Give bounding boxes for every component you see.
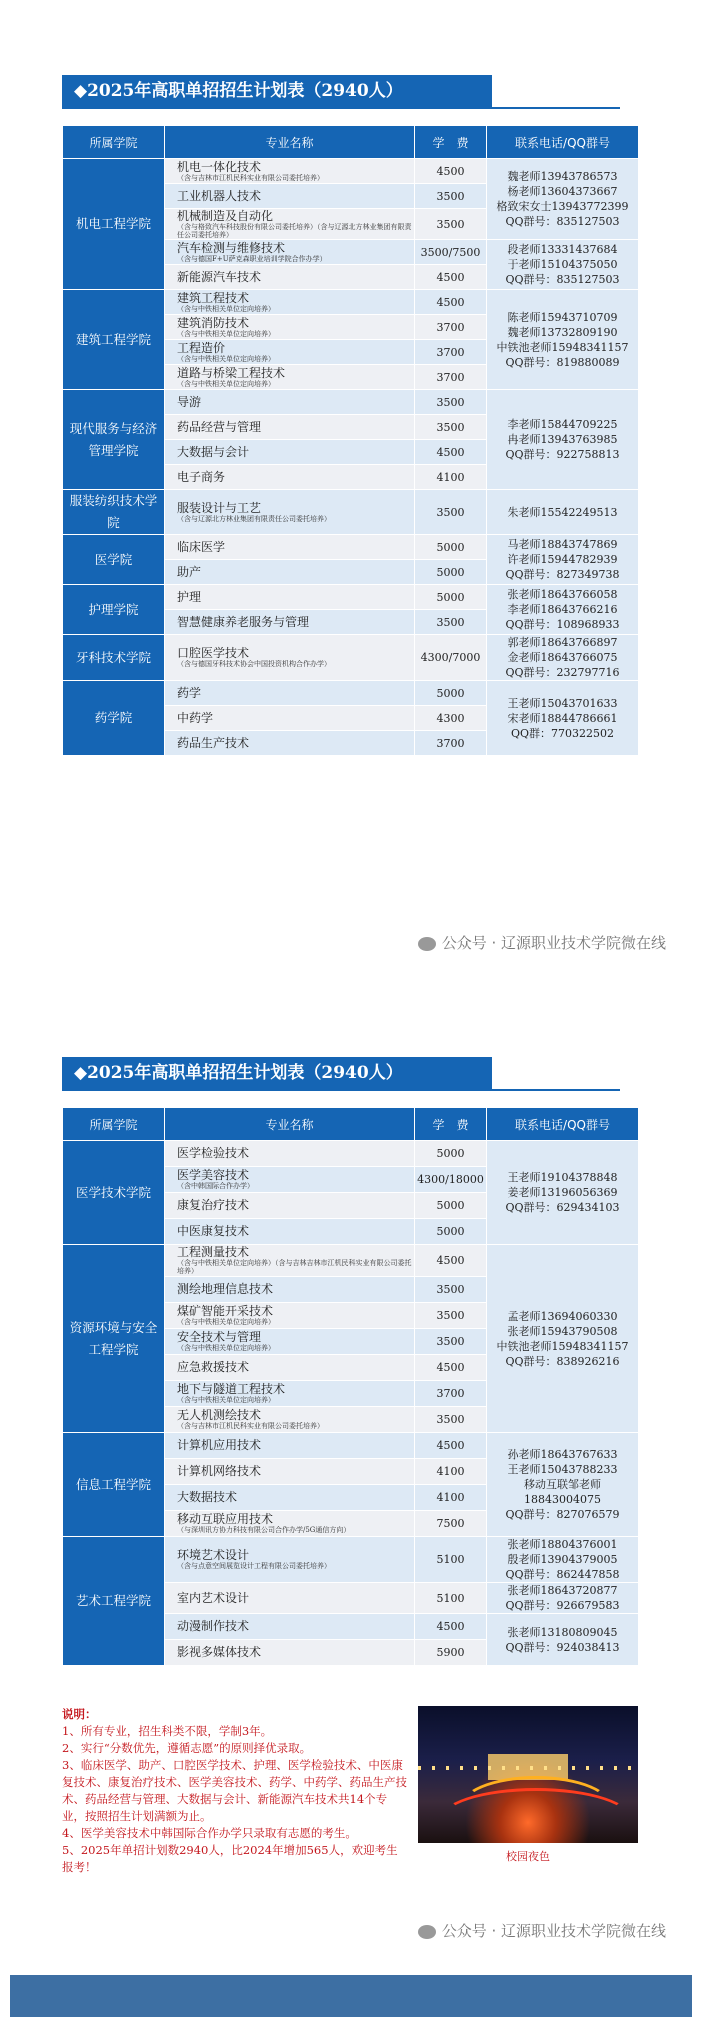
contact-line: 孙老师18643767633 (507, 1448, 618, 1461)
major-cell (165, 1640, 415, 1666)
fee-cell: 4100 (415, 1459, 487, 1485)
college-cell: 护理学院 (63, 585, 165, 635)
fee-cell: 5000 (415, 681, 487, 706)
major-cell (165, 184, 415, 209)
wechat-icon (418, 937, 436, 951)
major-name: 地下与隧道工程技术 (177, 1382, 286, 1396)
major-note: （与深圳讯方协力科技有限公司合作办学/5G通信方向） (177, 1526, 351, 1534)
contact-line: 魏老师13943786573 (507, 170, 618, 183)
college-cell: 艺术工程学院 (63, 1537, 165, 1666)
contact-line: QQ群号：835127503 (505, 273, 620, 286)
contact-cell (487, 635, 639, 681)
fee-cell: 3500 (415, 415, 487, 440)
fee-cell: 4500 (415, 440, 487, 465)
major-name: 测绘地理信息技术 (177, 1282, 274, 1296)
contact-line: QQ群号：924038413 (505, 1640, 620, 1654)
table-row (63, 1245, 639, 1277)
contact-line: 格致宋女士13943772399 (496, 200, 629, 213)
contact-line: QQ群号：922758813 (505, 448, 620, 461)
major-cell (165, 1141, 415, 1167)
contact-line: 宋老师18844786661 (507, 711, 618, 725)
major-name: 服装设计与工艺 (177, 500, 262, 515)
major-cell (165, 1219, 415, 1245)
fee-cell: 5100 (415, 1537, 487, 1583)
header-cell: 专业名称 (165, 126, 415, 159)
contact-line: QQ群号：926679583 (505, 1599, 620, 1612)
major-name: 汽车检测与维修技术 (177, 240, 286, 255)
contact-cell (487, 681, 639, 756)
contact-line: 张老师18643766058 (507, 588, 618, 601)
contact-cell (487, 490, 639, 535)
college-cell: 医学院 (63, 535, 165, 585)
major-name: 环境艺术设计 (177, 1548, 250, 1562)
major-cell (165, 159, 415, 184)
contact-cell (487, 1245, 639, 1433)
contact-cell (487, 1614, 639, 1666)
title-underline (62, 107, 620, 109)
major-note: （含与辽源北方林业集团有限责任公司委托培养） (177, 514, 331, 523)
major-name: 建筑消防技术 (177, 315, 250, 330)
fee-cell: 7500 (415, 1511, 487, 1537)
fee-cell: 5000 (415, 560, 487, 585)
contact-line: QQ群号：862447858 (505, 1568, 620, 1581)
major-name: 室内艺术设计 (177, 1590, 250, 1605)
contact-line: 杨老师13604373667 (507, 185, 618, 198)
major-note: （含与中铁相关单位定向培养） (177, 1344, 275, 1352)
major-cell (165, 1193, 415, 1219)
contact-line: QQ群号：108968933 (505, 618, 620, 631)
contact-line: 李老师18643766216 (507, 603, 618, 616)
fee-cell: 3700 (415, 340, 487, 365)
major-note: （含与吉林市江机民科实业有限公司委托培养） (177, 173, 324, 182)
table-row (63, 585, 639, 610)
fee-cell: 5000 (415, 535, 487, 560)
contact-line: 陈老师15943710709 (507, 310, 618, 324)
contact-line: 朱老师15542249513 (507, 505, 618, 519)
major-cell (165, 265, 415, 290)
fee-cell: 3500 (415, 209, 487, 240)
contact-line: QQ群号：827349738 (505, 568, 620, 581)
major-name: 影视多媒体技术 (177, 1645, 262, 1659)
major-cell (165, 610, 415, 635)
fee-cell: 3500 (415, 390, 487, 415)
major-name: 中药学 (177, 710, 214, 725)
header-cell: 学 费 (415, 126, 487, 159)
contact-line: 李老师15844709225 (507, 418, 618, 431)
major-name: 医学美容技术 (177, 1168, 250, 1182)
major-name: 大数据技术 (177, 1490, 238, 1504)
contact-line: QQ群号：819880089 (505, 355, 620, 369)
table-row (63, 681, 639, 706)
college-cell: 建筑工程学院 (63, 290, 165, 390)
plan-title-2: ◆2025年高职单招招生计划表（2940人） (62, 1057, 492, 1089)
fee-cell: 4100 (415, 465, 487, 490)
fee-cell: 4500 (415, 1245, 487, 1277)
header-cell: 联系电话/QQ群号 (487, 126, 639, 159)
major-name: 康复治疗技术 (177, 1198, 250, 1212)
fee-cell: 4500 (415, 159, 487, 184)
major-note: （含中韩国际合作办学） (177, 1182, 254, 1190)
major-cell (165, 731, 415, 756)
major-cell (165, 1485, 415, 1511)
note-item: 1、所有专业，招生科类不限，学制3年。 (62, 1724, 273, 1738)
contact-line: 张老师18804376001 (507, 1538, 618, 1551)
fee-cell: 3700 (415, 731, 487, 756)
major-cell (165, 340, 415, 365)
contact-line: 郭老师18643766897 (507, 636, 618, 649)
major-note: （含与吉林市江机民科实业有限公司委托培养） (177, 1422, 324, 1430)
major-name: 医学检验技术 (177, 1146, 250, 1160)
major-name: 大数据与会计 (177, 444, 250, 459)
contact-cell (487, 240, 639, 290)
header-cell: 所属学院 (63, 126, 165, 159)
header-cell: 学 费 (415, 1108, 487, 1141)
major-name: 移动互联应用技术 (177, 1512, 274, 1526)
contact-cell (487, 1537, 639, 1583)
contact-cell (487, 1583, 639, 1614)
major-cell (165, 1245, 415, 1277)
major-cell (165, 365, 415, 390)
college-cell: 资源环境与安全工程学院 (63, 1245, 165, 1433)
college-cell: 服装纺织技术学院 (63, 490, 165, 535)
major-name: 计算机应用技术 (177, 1438, 262, 1452)
major-name: 药品经营与管理 (177, 419, 262, 434)
contact-line: 王老师19104378848 (507, 1171, 618, 1184)
major-name: 导游 (177, 394, 202, 409)
fee-cell: 4500 (415, 1433, 487, 1459)
contact-cell (487, 390, 639, 490)
major-note: （含与中铁相关单位定向培养）（含与吉林吉林市江机民科实业有限公司委托培养） (177, 1259, 412, 1275)
fee-cell: 3500 (415, 1277, 487, 1303)
notes-heading: 说明： (62, 1707, 97, 1721)
fee-cell: 5000 (415, 1219, 487, 1245)
fee-cell: 4300/18000 (415, 1167, 487, 1193)
fee-cell: 5000 (415, 585, 487, 610)
contact-line: 孟老师13694060330 (507, 1309, 618, 1323)
major-cell (165, 490, 415, 535)
college-cell: 牙科技术学院 (63, 635, 165, 681)
major-name: 新能源汽车技术 (177, 269, 262, 284)
fee-cell: 4500 (415, 1614, 487, 1640)
contact-line: 殷老师13904379005 (507, 1553, 618, 1566)
major-cell (165, 1511, 415, 1537)
major-name: 工业机器人技术 (177, 188, 262, 203)
title-underline-2 (62, 1089, 620, 1091)
major-note: （含与中铁相关单位定向培养） (177, 329, 275, 338)
campus-night-photo (418, 1706, 638, 1843)
major-cell (165, 390, 415, 415)
contact-line: 张老师18643720877 (507, 1584, 618, 1597)
major-name: 药品生产技术 (177, 735, 250, 750)
major-name: 助产 (177, 564, 202, 579)
college-cell: 药学院 (63, 681, 165, 756)
fee-cell: 3700 (415, 365, 487, 390)
header-cell: 联系电话/QQ群号 (487, 1108, 639, 1141)
contact-cell (487, 1433, 639, 1537)
contact-line: QQ群号：629434103 (505, 1201, 620, 1214)
major-name: 护理 (177, 589, 202, 604)
fee-cell: 3700 (415, 1381, 487, 1407)
fee-cell: 5100 (415, 1583, 487, 1614)
major-name: 机电一体化技术 (177, 159, 262, 174)
major-cell (165, 440, 415, 465)
major-cell (165, 465, 415, 490)
major-cell (165, 1167, 415, 1193)
fee-cell: 4300 (415, 706, 487, 731)
contact-line: 王老师15043701633 (507, 696, 618, 710)
contact-line: QQ群号：827076579 (505, 1508, 620, 1521)
major-name: 机械制造及自动化 (177, 208, 274, 223)
plan-title: ◆2025年高职单招招生计划表（2940人） (62, 75, 492, 107)
major-cell (165, 1381, 415, 1407)
contact-cell (487, 290, 639, 390)
major-name: 道路与桥梁工程技术 (177, 365, 286, 380)
college-cell: 医学技术学院 (63, 1141, 165, 1245)
fee-cell: 4500 (415, 1355, 487, 1381)
fee-cell: 4100 (415, 1485, 487, 1511)
contact-line: QQ群号：232797716 (505, 666, 620, 679)
major-name: 口腔医学技术 (177, 646, 250, 660)
contact-line: 张老师15943790508 (507, 1324, 618, 1338)
plan-table-2 (62, 1107, 639, 1666)
major-cell (165, 535, 415, 560)
college-cell: 机电工程学院 (63, 159, 165, 290)
major-name: 安全技术与管理 (177, 1330, 262, 1344)
major-name: 电子商务 (177, 469, 226, 484)
fee-cell: 5900 (415, 1640, 487, 1666)
contact-cell (487, 535, 639, 585)
major-cell (165, 1355, 415, 1381)
major-cell (165, 315, 415, 340)
major-note: （含与格致汽车科技股份有限公司委托培养）（含与辽源北方林业集团有限责任公司委托培养） (177, 222, 412, 239)
major-name: 临床医学 (177, 539, 226, 554)
fee-cell: 3500 (415, 1303, 487, 1329)
contact-line: 张老师13180809045 (507, 1625, 618, 1639)
major-note: （含与中铁相关单位定向培养） (177, 304, 275, 313)
major-name: 工程造价 (177, 340, 226, 355)
footer-bar (10, 1975, 692, 2017)
watermark: 公众号 · 辽源职业技术学院微在线 (418, 932, 666, 953)
contact-line: 马老师18843747869 (507, 538, 618, 551)
major-cell (165, 585, 415, 610)
major-name: 工程测量技术 (177, 1245, 250, 1259)
contact-line: 移动互联邹老师18843004075 (524, 1478, 601, 1506)
major-cell (165, 1329, 415, 1355)
college-cell: 信息工程学院 (63, 1433, 165, 1537)
note-item: 5、2025年单招计划数2940人，比2024年增加565人，欢迎考生报考！ (62, 1843, 398, 1874)
fee-cell: 3500/7500 (415, 240, 487, 265)
table-row (63, 490, 639, 535)
major-cell (165, 1303, 415, 1329)
note-item: 4、医学美容技术中韩国际合作办学只录取有志愿的考生。 (62, 1826, 357, 1840)
fee-cell: 5000 (415, 1193, 487, 1219)
fee-cell: 4500 (415, 290, 487, 315)
contact-cell (487, 159, 639, 240)
fee-cell: 4500 (415, 265, 487, 290)
table-row (63, 535, 639, 560)
table-row (63, 1537, 639, 1583)
major-note: （含与中铁相关单位定向培养） (177, 379, 275, 388)
major-cell (165, 1433, 415, 1459)
major-note: （含与中铁相关单位定向培养） (177, 1318, 275, 1326)
major-cell (165, 209, 415, 240)
contact-line: QQ群号：838926216 (505, 1354, 620, 1368)
major-cell (165, 1614, 415, 1640)
table-row (63, 390, 639, 415)
major-cell (165, 1537, 415, 1583)
major-cell (165, 1277, 415, 1303)
table-row (63, 290, 639, 315)
table-row (63, 159, 639, 184)
contact-line: 段老师13331437684 (507, 243, 618, 256)
wechat-icon (418, 1925, 436, 1939)
contact-line: 冉老师13943763985 (507, 433, 618, 446)
header-cell: 所属学院 (63, 1108, 165, 1141)
fee-cell: 5000 (415, 1141, 487, 1167)
major-cell (165, 415, 415, 440)
major-name: 应急救援技术 (177, 1360, 250, 1374)
contact-line: 金老师18643766075 (507, 651, 618, 664)
major-name: 药学 (177, 685, 202, 700)
fee-cell: 3500 (415, 490, 487, 535)
major-cell (165, 635, 415, 681)
major-cell (165, 240, 415, 265)
major-cell (165, 290, 415, 315)
major-cell (165, 1583, 415, 1614)
major-name: 智慧健康养老服务与管理 (177, 614, 310, 629)
header-cell: 专业名称 (165, 1108, 415, 1141)
contact-line: 姜老师13196056369 (507, 1186, 618, 1199)
contact-cell (487, 585, 639, 635)
major-note: （含与中铁相关单位定向培养） (177, 1396, 275, 1404)
contact-cell (487, 1141, 639, 1245)
college-cell: 现代服务与经济管理学院 (63, 390, 165, 490)
watermark-2: 公众号 · 辽源职业技术学院微在线 (418, 1920, 666, 1941)
major-name: 动漫制作技术 (177, 1619, 250, 1633)
fee-cell: 4300/7000 (415, 635, 487, 681)
contact-line: 中铁池老师15948341157 (496, 1339, 629, 1353)
major-note: （含与点意空间展览设计工程有限公司委托培养） (177, 1562, 331, 1570)
note-item: 2、实行“分数优先，遵循志愿”的原则择优录取。 (62, 1741, 312, 1755)
contact-line: 于老师15104375050 (507, 258, 618, 271)
fee-cell: 3700 (415, 315, 487, 340)
major-cell (165, 1459, 415, 1485)
major-cell (165, 1407, 415, 1433)
fee-cell: 3500 (415, 1407, 487, 1433)
contact-line: QQ群：770322502 (510, 726, 615, 740)
major-note: （含与中铁相关单位定向培养） (177, 354, 275, 363)
major-name: 建筑工程技术 (177, 290, 250, 305)
major-cell (165, 560, 415, 585)
contact-line: 王老师15043788233 (507, 1463, 618, 1476)
major-name: 无人机测绘技术 (177, 1408, 262, 1422)
fee-cell: 3500 (415, 1329, 487, 1355)
plan-table-1 (62, 125, 639, 756)
major-name: 中医康复技术 (177, 1224, 250, 1238)
table-row (63, 1141, 639, 1167)
notes (62, 1706, 407, 1876)
major-note: （含与德国牙科技术协会中国投资机构合作办学） (177, 660, 331, 668)
major-note: （含与德国F+U萨克森职业培训学院合作办学） (177, 254, 327, 263)
table-row (63, 635, 639, 681)
fee-cell: 3500 (415, 610, 487, 635)
major-name: 煤矿智能开采技术 (177, 1304, 274, 1318)
fee-cell: 3500 (415, 184, 487, 209)
contact-line: QQ群号：835127503 (505, 215, 620, 228)
contact-line: 魏老师13732809190 (507, 325, 618, 339)
major-cell (165, 706, 415, 731)
contact-line: 中铁池老师15948341157 (496, 340, 629, 354)
note-item: 3、临床医学、助产、口腔医学技术、护理、医学检验技术、中医康复技术、康复治疗技术、医学美容技术、药学、中药学、药品生产技术、药品经营与管理、大数据与会计、新能源汽车技术共14个专业，按照招生计划满额为止。 (62, 1758, 407, 1823)
major-name: 计算机网络技术 (177, 1464, 262, 1478)
photo-caption: 校园夜色 (506, 1850, 550, 1863)
contact-line: 许老师15944782939 (507, 553, 618, 566)
table-row (63, 1433, 639, 1459)
major-cell (165, 681, 415, 706)
